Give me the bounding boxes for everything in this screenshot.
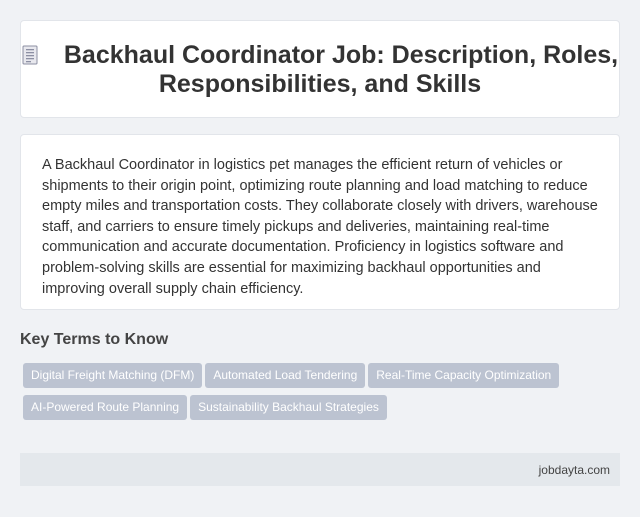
tag-automated-load-tendering[interactable]: Automated Load Tendering — [205, 363, 365, 388]
page-title — [21, 41, 619, 99]
document-icon — [22, 45, 38, 65]
footer — [20, 453, 620, 486]
tag-real-time-capacity-optimization[interactable]: Real-Time Capacity Optimization — [368, 363, 559, 388]
description-card — [20, 134, 620, 310]
key-terms-tag-list — [23, 363, 583, 427]
description-text: A Backhaul Coordinator in logistics pet manages the efficient return of vehicles or shipments to their origin point, optimizing route planning and load matching to reduce empty miles and transportation costs. They collaborate closely with drivers, warehouse staff, and carriers to ensure timely pickups and deliveries, maintaining real-time communication and accurate documentation. Proficiency in logistics software and problem-solving skills are essential for maximizing backhaul opportunities and improving overall supply chain efficiency. — [42, 157, 598, 297]
title-card — [20, 20, 620, 118]
key-terms-heading: Key Terms to Know — [20, 331, 169, 348]
page-title-text: Backhaul Coordinator Job: Description, Roles, Responsibilities, and Skills — [63, 41, 619, 98]
tag-ai-powered-route-planning[interactable]: AI-Powered Route Planning — [23, 395, 187, 420]
footer-site-link[interactable]: jobdayta.com — [538, 463, 610, 477]
tag-digital-freight-matching[interactable]: Digital Freight Matching (DFM) — [23, 363, 202, 388]
tag-sustainability-backhaul-strategies[interactable]: Sustainability Backhaul Strategies — [190, 395, 387, 420]
